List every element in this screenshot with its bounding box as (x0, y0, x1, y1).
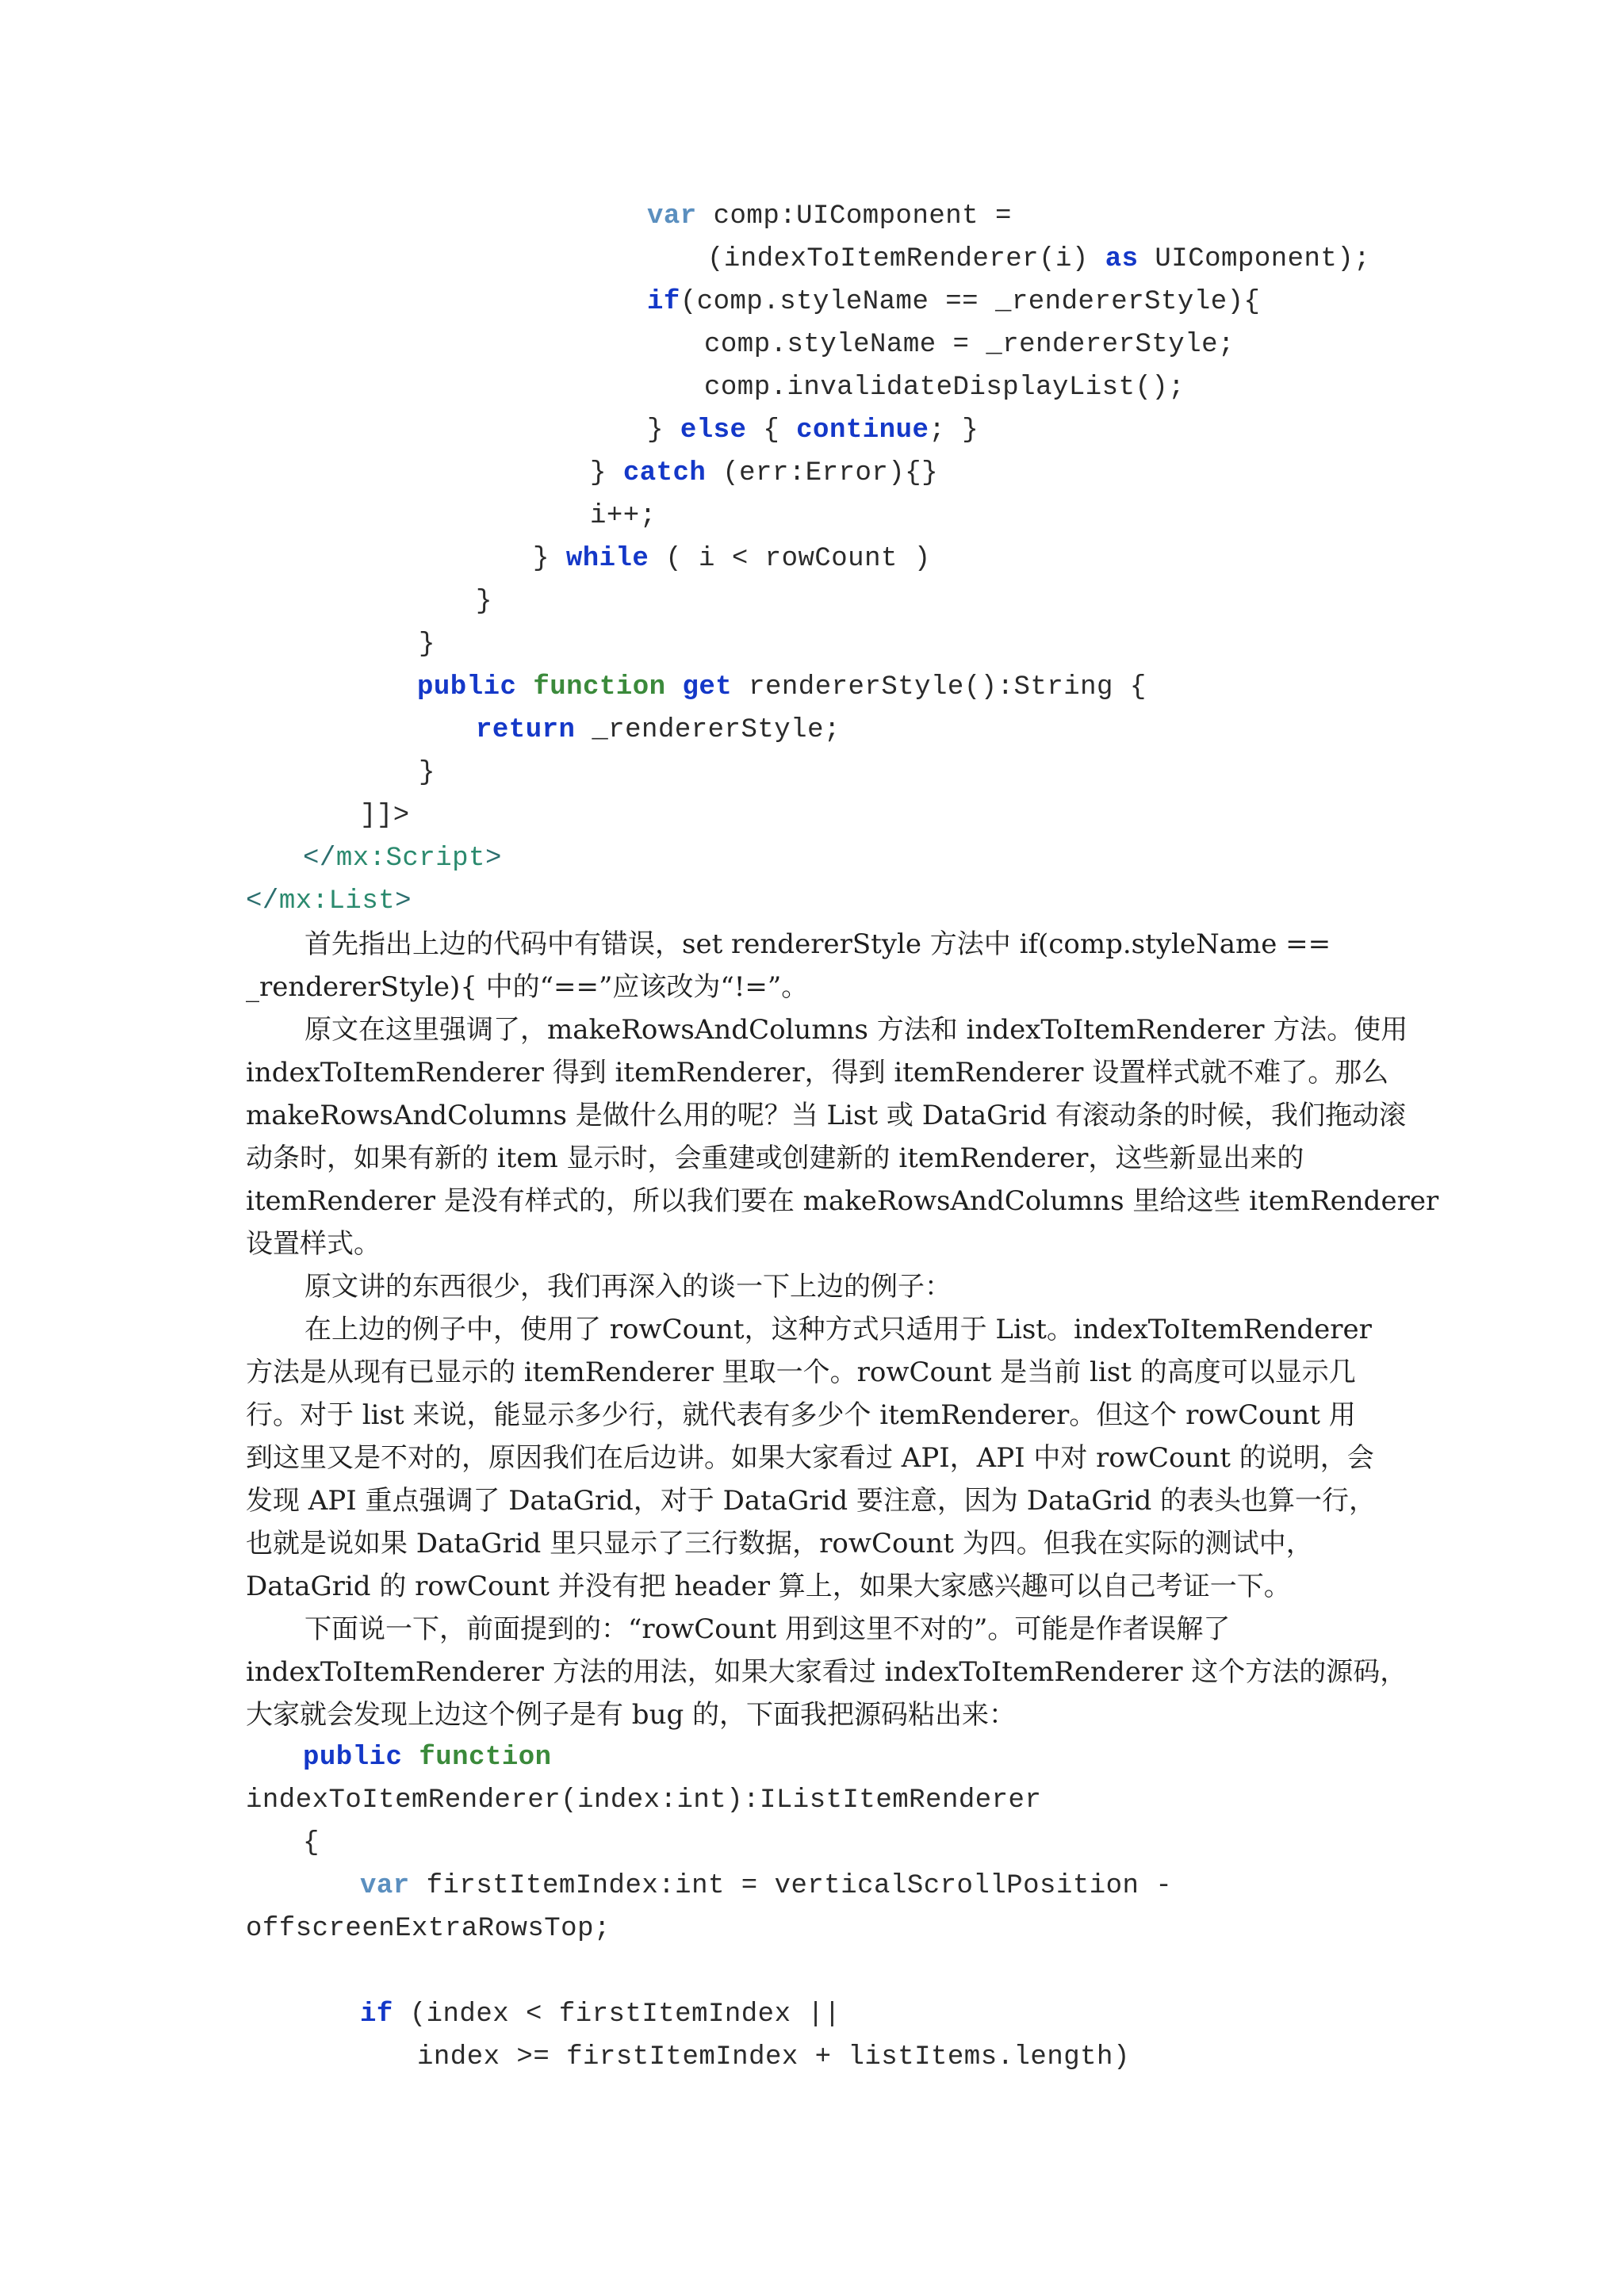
code-keyword: </ (303, 844, 336, 874)
paragraph-line: 在上边的例子中，使用了 rowCount，这种方式只适用于 List。indexToItemRenderer (304, 1314, 1372, 1345)
paragraph-line: itemRenderer 是没有样式的，所以我们要在 makeRowsAndColumns 里给这些 itemRenderer (246, 1185, 1439, 1217)
code-line (360, 794, 410, 837)
code-text: offscreenExtraRowsTop; (246, 1914, 611, 1944)
code-line (246, 1908, 611, 1950)
code-line (647, 281, 1260, 323)
code-line (246, 880, 412, 923)
code-keyword: > (485, 844, 502, 874)
code-text: firstItemIndex:int = verticalScrollPosition - (409, 1871, 1173, 1901)
code-keyword: var (360, 1871, 410, 1901)
code-keyword: public (417, 672, 517, 702)
code-line (360, 1993, 841, 2036)
code-line (590, 495, 657, 538)
code-text: (err:Error){} (706, 458, 938, 488)
code-line (417, 2036, 1130, 2079)
code-text: UIComponent); (1138, 244, 1371, 274)
paragraph-line: indexToItemRenderer 方法的用法，如果大家看过 indexToItemRenderer 这个方法的源码， (246, 1656, 1408, 1688)
code-text: } (419, 758, 435, 788)
code-keyword: function (533, 672, 666, 702)
code-line (476, 709, 841, 752)
code-text: comp.invalidateDisplayList(); (704, 373, 1185, 403)
code-keyword: </ (246, 886, 279, 916)
code-line (419, 623, 435, 666)
code-text: } (476, 587, 492, 617)
code-line (590, 452, 938, 495)
paragraph-line: 大家就会发现上边这个例子是有 bug 的，下面我把源码粘出来： (246, 1699, 1017, 1731)
code-line (704, 323, 1235, 366)
paragraph-line: _rendererStyle){ 中的“==”应该改为“!=”。 (246, 971, 809, 1003)
code-keyword: catch (622, 458, 707, 488)
code-keyword: while (565, 544, 649, 574)
code-keyword: return (476, 715, 576, 745)
code-text: ; } (929, 415, 979, 446)
paragraph-line: 首先指出上边的代码中有错误，set rendererStyle 方法中 if(comp.styleName == (304, 928, 1331, 960)
code-keyword: mx:List (278, 886, 396, 916)
code-keyword: function (419, 1743, 552, 1773)
code-text: _rendererStyle; (575, 715, 841, 745)
code-text: index >= firstItemIndex + listItems.length) (417, 2042, 1130, 2072)
paragraph-line: DataGrid 的 rowCount 并没有把 header 算上，如果大家感兴趣可以自己考证一下。 (246, 1571, 1291, 1602)
code-line (647, 195, 1012, 238)
code-text: } (533, 544, 566, 574)
code-text: (indexToItemRenderer(i) (707, 244, 1105, 274)
code-keyword: mx:Script (335, 844, 485, 874)
code-line (419, 752, 435, 794)
code-text: (index < firstItemIndex || (393, 1999, 841, 2030)
code-text: } (590, 458, 623, 488)
code-text: i++; (590, 501, 657, 531)
code-line (704, 366, 1185, 409)
code-text: ]]> (360, 801, 410, 831)
code-line (533, 538, 931, 580)
paragraph-line: 方法是从现有已显示的 itemRenderer 里取一个。rowCount 是当前 list 的高度可以显示几 (246, 1357, 1356, 1388)
code-keyword: else (680, 415, 747, 446)
code-line (417, 666, 1147, 709)
code-keyword: var (647, 201, 697, 232)
code-text (666, 672, 683, 702)
paragraph-line: 也就是说如果 DataGrid 里只显示了三行数据，rowCount 为四。但我在实际的测试中， (246, 1528, 1313, 1559)
paragraph-line: 原文在这里强调了，makeRowsAndColumns 方法和 indexToItemRenderer 方法。使用 (304, 1014, 1408, 1046)
paragraph-line: indexToItemRenderer 得到 itemRenderer，得到 itemRenderer 设置样式就不难了。那么 (246, 1057, 1389, 1089)
code-keyword: if (360, 1999, 393, 2030)
code-keyword: continue (796, 415, 929, 446)
paragraph-line: 发现 API 重点强调了 DataGrid，对于 DataGrid 要注意，因为 DataGrid 的表头也算一行， (246, 1485, 1377, 1517)
paragraph-line: 原文讲的东西很少，我们再深入的谈一下上边的例子： (304, 1271, 952, 1303)
code-line (303, 1822, 320, 1865)
code-text (516, 672, 533, 702)
paragraph-line: 设置样式。 (246, 1228, 381, 1260)
code-text: } (419, 629, 435, 660)
code-text (402, 1743, 419, 1773)
code-keyword: get (682, 672, 733, 702)
code-keyword: public (303, 1743, 403, 1773)
code-text: ( i < rowCount ) (649, 544, 931, 574)
paragraph-line: 行。对于 list 来说，能显示多少行，就代表有多少个 itemRenderer。但这个 rowCount 用 (246, 1399, 1356, 1431)
code-keyword: > (395, 886, 412, 916)
code-text: comp.styleName = _rendererStyle; (704, 330, 1235, 360)
code-line (647, 409, 979, 452)
code-text: indexToItemRenderer(index:int):IListItemRenderer (246, 1785, 1042, 1816)
code-line (476, 580, 492, 623)
code-line (303, 1736, 552, 1779)
code-text: { (303, 1828, 320, 1858)
code-text: } (647, 415, 680, 446)
code-line (360, 1865, 1172, 1908)
code-text: comp:UIComponent = (696, 201, 1012, 232)
code-text: rendererStyle():String { (732, 672, 1147, 702)
paragraph-line: 下面说一下，前面提到的：“rowCount 用到这里不对的”。可能是作者误解了 (304, 1613, 1231, 1645)
paragraph-line: 到这里又是不对的，原因我们在后边讲。如果大家看过 API，API 中对 rowCount 的说明，会 (246, 1442, 1374, 1474)
code-line (303, 837, 502, 880)
code-text: { (746, 415, 797, 446)
code-line (246, 1779, 1041, 1822)
code-keyword: if (647, 287, 680, 317)
code-line (707, 238, 1370, 281)
paragraph-line: 动条时，如果有新的 item 显示时，会重建或创建新的 itemRenderer，这些新显出来的 (246, 1142, 1304, 1174)
paragraph-line: makeRowsAndColumns 是做什么用的呢？当 List 或 DataGrid 有滚动条的时候，我们拖动滚 (246, 1100, 1407, 1131)
code-keyword: as (1105, 244, 1139, 274)
code-text: (comp.styleName == _rendererStyle){ (680, 287, 1261, 317)
